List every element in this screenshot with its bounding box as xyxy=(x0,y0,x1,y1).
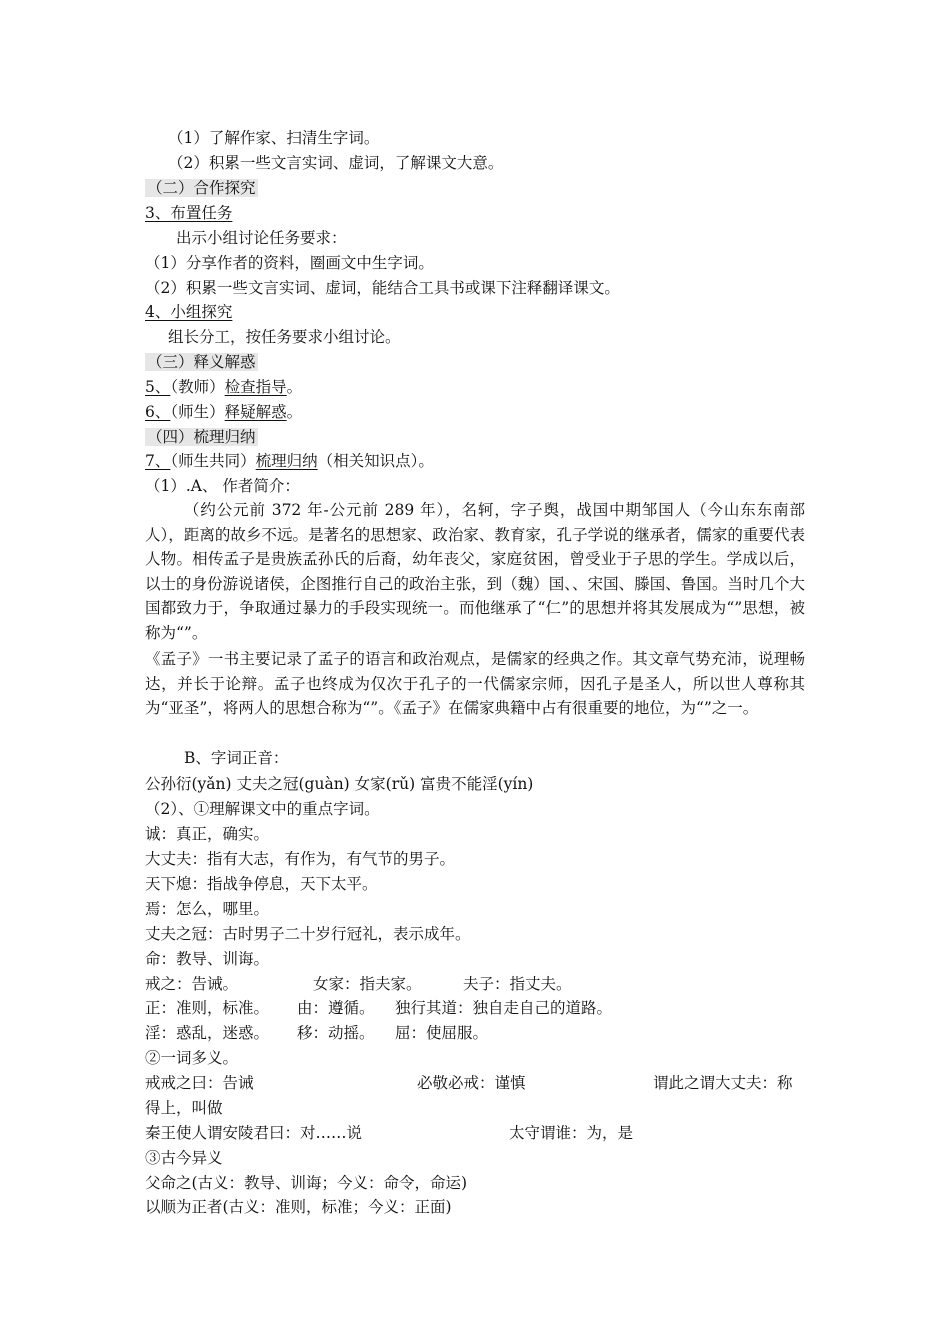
step-role: （师生共同） xyxy=(170,452,256,470)
step-number: 7、 xyxy=(145,452,171,470)
section-heading-text: （三）释义解惑 xyxy=(147,353,256,371)
word-definition: 诚：真正，确实。 xyxy=(145,825,270,843)
step-5 xyxy=(145,377,302,397)
step-role: （教师） xyxy=(170,378,225,396)
step-6 xyxy=(145,402,302,422)
ancient-modern-heading: ③古今异义 xyxy=(145,1149,223,1167)
word-definition: 焉：怎么，哪里。 xyxy=(145,900,270,918)
word-definition: 屈：使屈服。 xyxy=(395,1024,489,1042)
task-2: （2）积累一些文言实词、虚词，能结合工具书或课下注释翻译课文。 xyxy=(145,279,620,297)
section-heading-text: （二）合作探究 xyxy=(147,179,256,197)
polysemy-entry: 太守谓谁：为，是 xyxy=(509,1124,634,1142)
word-definition: 正：准则，标准。 xyxy=(145,999,270,1017)
section-heading-text: （四）梳理归纳 xyxy=(147,428,256,446)
step-number: 6、 xyxy=(145,403,171,421)
pronunciation-heading: B、字词正音： xyxy=(184,749,289,767)
section-heading-summary xyxy=(145,427,258,447)
word-definition: 淫：惑乱，迷惑。 xyxy=(145,1024,270,1042)
step-action: 梳理归纳 xyxy=(255,452,318,470)
step-action: 检查指导 xyxy=(224,378,287,396)
word-definition: 女家：指夫家。 xyxy=(313,975,422,993)
polysemy-heading: ②一词多义。 xyxy=(145,1049,239,1067)
step-3-heading: 3、布置任务 xyxy=(145,204,233,222)
word-definition: 独行其道：独自走自己的道路。 xyxy=(395,999,613,1017)
word-definition: 大丈夫：指有大志，有作为，有气节的男子。 xyxy=(145,850,456,868)
step-4-heading: 4、小组探究 xyxy=(145,303,233,321)
group-discussion: 组长分工，按任务要求小组讨论。 xyxy=(168,328,401,346)
word-definition: 由：遵循。 xyxy=(297,999,375,1017)
step-end: 。 xyxy=(286,403,303,421)
ancient-modern-entry: 父命之(古义：教导、训诲；今义：命令，命运) xyxy=(145,1174,468,1192)
key-words-heading: （2）、①理解课文中的重点字词。 xyxy=(145,800,380,818)
mencius-book-paragraph: 《孟子》一书主要记录了孟子的语言和政治观点，是儒家的经典之作。其文章气势充沛，说理畅达，并长于论辩。孟子也终成为仅次于孔子的一代儒家宗师，因孔子是圣人，所以世人尊称其为“亚圣”，将两人的思想合称为“”。《孟子》在儒家典籍中占有很重要的地位，为“”之一。 xyxy=(145,650,805,718)
objective-1: （1）了解作家、扫清生字词。 xyxy=(168,129,380,147)
task-1: （1）分享作者的资料，圈画文中生字词。 xyxy=(145,254,434,272)
step-number: 5、 xyxy=(145,378,171,396)
word-definition: 命：教导、训诲。 xyxy=(145,950,270,968)
polysemy-entry: 戒戒之曰：告诫 xyxy=(145,1074,254,1092)
polysemy-entry: 秦王使人谓安陵君曰：对……说 xyxy=(145,1124,363,1142)
author-intro-heading: （1）.A、 作者简介： xyxy=(145,477,300,495)
section-heading-explain xyxy=(145,352,258,372)
step-end: 。 xyxy=(286,378,303,396)
pronunciation-list: 公孙衍(yǎn) 丈夫之冠(guàn) 女家(rǔ) 富贵不能淫(yín) xyxy=(145,775,534,793)
ancient-modern-entry: 以顺为正者(古义：准则，标准；今义：正面) xyxy=(145,1198,452,1216)
polysemy-entry: 谓此之谓大丈夫：称 xyxy=(653,1074,793,1092)
word-definition: 夫子：指丈夫。 xyxy=(463,975,572,993)
word-definition: 天下熄：指战争停息，天下太平。 xyxy=(145,875,378,893)
word-definition: 丈夫之冠：古时男子二十岁行冠礼，表示成年。 xyxy=(145,925,471,943)
task-intro: 出示小组讨论任务要求： xyxy=(176,229,347,247)
polysemy-entry: 必敬必戒：谨慎 xyxy=(417,1074,526,1092)
step-end: （相关知识点）。 xyxy=(317,452,434,470)
objective-2: （2）积累一些文言实词、虚词，了解课文大意。 xyxy=(168,154,504,172)
step-7 xyxy=(145,451,434,471)
author-bio-paragraph xyxy=(145,498,805,646)
polysemy-continuation: 得上，叫做 xyxy=(145,1099,223,1117)
step-action: 释疑解惑 xyxy=(224,403,287,421)
section-heading-cooperation xyxy=(145,178,258,198)
word-definition: 戒之：告诫。 xyxy=(145,975,239,993)
author-bio-text: （约公元前 372 年-公元前 289 年），名轲，字子舆，战国中期邹国人（今山东东南部人），距离的故乡不远。是著名的思想家、政治家、教育家，孔子学说的继承者，儒家的重要代表人物。相传孟子是贵族孟孙氏的后裔，幼年丧父，家庭贫困，曾受业于子思的学生。学成以后，以士的身份游说诸侯，企图推行自己的政治主张，到（魏）国、、宋国、滕国、鲁国。当时几个大国都致力于，争取通过暴力的手段实现统一。而他继承了“仁”的思想并将其发展成为“”思想，被称为“”。 xyxy=(145,501,805,642)
word-definition: 移：动摇。 xyxy=(297,1024,375,1042)
step-role: （师生） xyxy=(170,403,225,421)
